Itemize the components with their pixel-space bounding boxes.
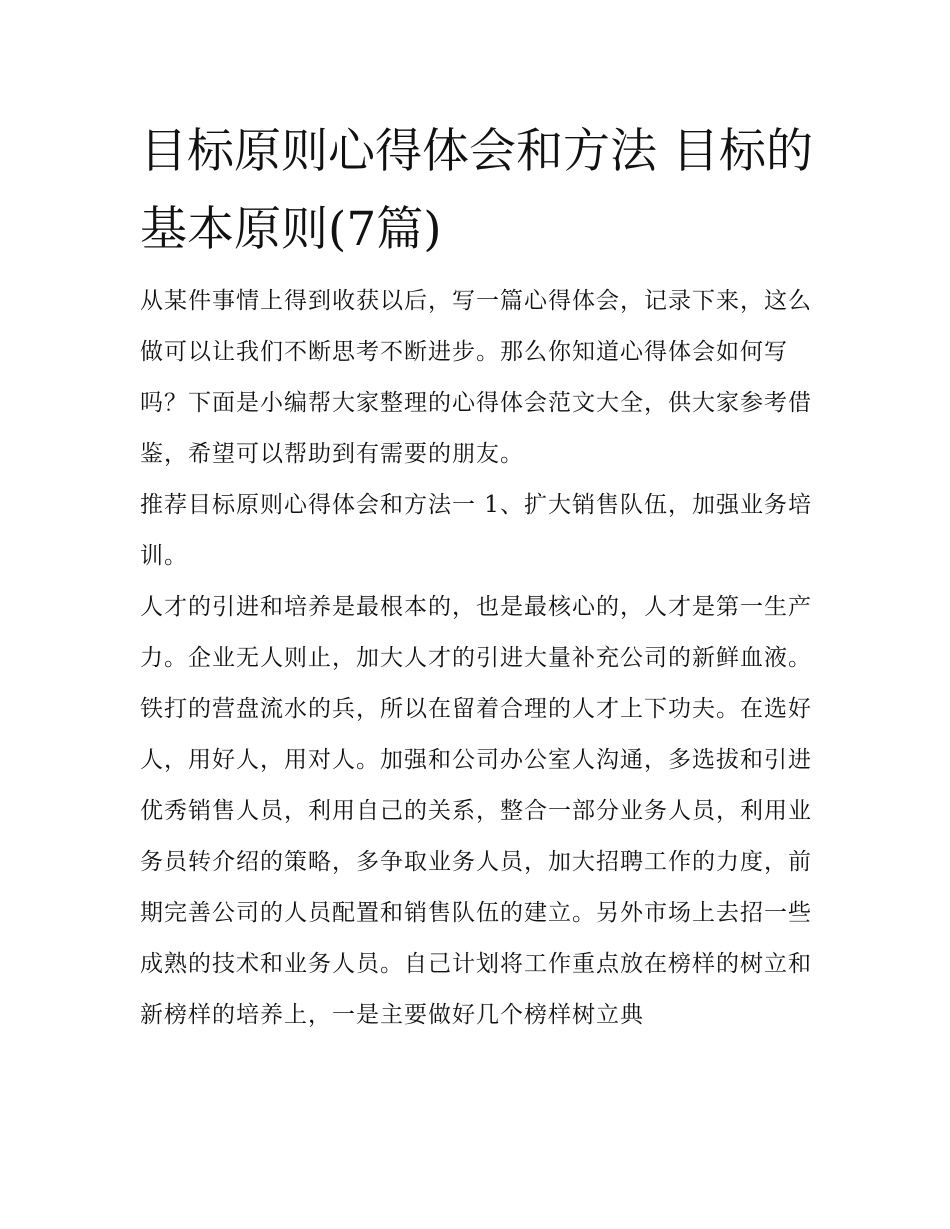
document-body [140, 276, 820, 1041]
paragraph-intro: 从某件事情上得到收获以后，写一篇心得体会，记录下来，这么做可以让我们不断思考不断进步。那么你知道心得体会如何写吗？下面是小编帮大家整理的心得体会范文大全，供大家参考借鉴，希望可以帮助到有需要的朋友。 [140, 288, 812, 467]
document-title: 目标原则心得体会和方法 目标的基本原则(7篇) [140, 124, 813, 257]
paragraph-method-one: 推荐目标原则心得体会和方法一 1、扩大销售队伍，加强业务培训。 [140, 492, 812, 569]
paragraph-talent: 人才的引进和培养是最根本的，也是最核心的，人才是第一生产力。企业无人则止，加大人才的引进大量补充公司的新鲜血液。 [140, 594, 812, 671]
paragraph-team-building: 铁打的营盘流水的兵，所以在留着合理的人才上下功夫。在选好人，用好人，用对人。加强和公司办公室人沟通，多选拔和引进优秀销售人员，利用自己的关系，整合一部分业务人员，利用业务员转介绍的策略，多争取业务人员，加大招聘工作的力度，前期完善公司的人员配置和销售队伍的建立。另外市场上去招一些成熟的技术和业务人员。自己计划将工作重点放在榜样的树立和新榜样的培养上，一是主要做好几个榜样树立典 [140, 696, 812, 1028]
